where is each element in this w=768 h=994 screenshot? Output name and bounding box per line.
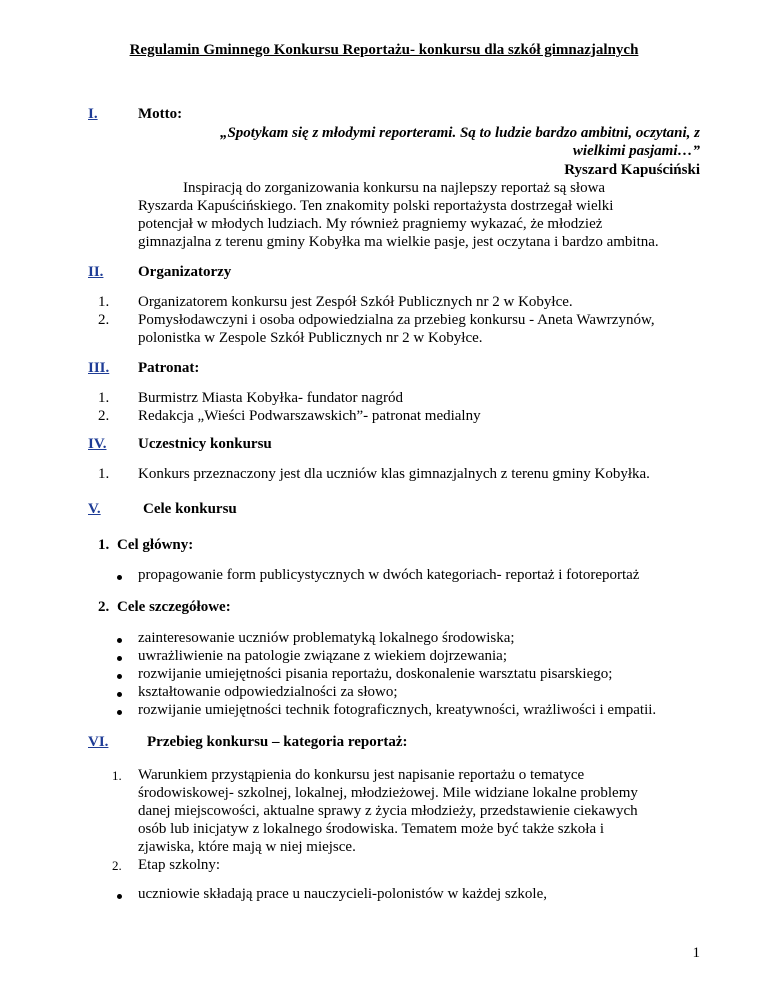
bullet-icon [117,638,122,643]
section-numeral-5: V. [88,501,101,517]
motto-quote-line: wielkimi pasjami…” [572,143,700,159]
list-item-text: zjawiska, które mają w niej miejsce. [138,839,356,855]
bullet-text: uczniowie składają prace u nauczycieli-polonistów w każdej szkole, [138,886,548,902]
motto-author: Ryszard Kapuściński [564,162,700,178]
subsection-title: Cel główny: [117,537,194,553]
list-number: 1. [98,390,110,406]
bullet-text: uwrażliwienie na patologie związane z wiekiem dojrzewania; [138,648,507,664]
subsection-number: 2. [98,599,110,615]
section-heading-2: Organizatorzy [138,264,232,280]
page-number: 1 [692,945,700,961]
section-numeral-2: II. [88,264,104,280]
list-item-text: danej miejscowości, aktualne sprawy z życia młodzieży, przedstawienie ciekawych [138,803,638,819]
list-item-text: Konkurs przeznaczony jest dla uczniów klas gimnazjalnych z terenu gminy Kobyłka. [138,466,650,482]
bullet-text: kształtowanie odpowiedzialności za słowo; [138,684,398,700]
list-number: 2. [98,408,110,424]
section-heading-1: Motto: [138,106,183,122]
list-number: 1. [98,294,110,310]
section-heading-4: Uczestnicy konkursu [138,436,272,452]
motto-quote-line: „Spotykam się z młodymi reporterami. Są to ludzie bardzo ambitni, oczytani, z [219,125,700,141]
section-numeral-1: I. [88,106,98,122]
subsection-number: 1. [98,537,110,553]
bullet-icon [117,656,122,661]
section-numeral-3: III. [88,360,110,376]
list-item-text: Etap szkolny: [138,857,221,873]
list-item-text: Warunkiem przystąpienia do konkursu jest napisanie reportażu o tematyce [138,767,585,783]
list-number: 1. [112,768,122,783]
bullet-icon [117,894,122,899]
list-number: 1. [98,466,110,482]
section-numeral-4: IV. [88,436,107,452]
section-numeral-6: VI. [88,734,109,750]
list-item-text: środowiskowej- szkolnej, lokalnej, młodzieżowej. Mile widziane lokalne problemy [138,785,638,801]
intro-paragraph-line: Ryszarda Kapuścińskiego. Ten znakomity polski reportażysta dostrzegał wielki [138,198,614,214]
list-item-text: osób lub inicjatyw z lokalnego środowiska. Tematem może być także szkoła i [138,821,605,837]
bullet-icon [117,674,122,679]
bullet-text: rozwijanie umiejętności technik fotograficznych, kreatywności, wrażliwości i empatii. [138,702,657,718]
bullet-text: propagowanie form publicystycznych w dwóch kategoriach- reportaż i fotoreportaż [138,567,640,583]
list-item-text: polonistka w Zespole Szkół Publicznych nr 2 w Kobyłce. [138,330,483,346]
bullet-icon [117,692,122,697]
list-item-text: Organizatorem konkursu jest Zespół Szkół Publicznych nr 2 w Kobyłce. [138,294,573,310]
list-item-text: Pomysłodawczyni i osoba odpowiedzialna za przebieg konkursu - Aneta Wawrzynów, [138,312,655,328]
section-heading-3: Patronat: [138,360,200,376]
document-title: Regulamin Gminnego Konkursu Reportażu- konkursu dla szkół gimnazjalnych [129,42,639,58]
list-number: 2. [112,858,122,873]
bullet-text: zainteresowanie uczniów problematyką lokalnego środowiska; [138,630,515,646]
list-number: 2. [98,312,110,328]
section-heading-5: Cele konkursu [143,501,237,517]
bullet-icon [117,575,122,580]
section-heading-6: Przebieg konkursu – kategoria reportaż: [147,734,408,750]
intro-paragraph-line: potencjał w młodych ludziach. My również pragniemy wykazać, że młodzież [138,216,603,232]
list-item-text: Redakcja „Wieści Podwarszawskich”- patronat medialny [138,408,481,424]
subsection-title: Cele szczegółowe: [117,599,231,615]
list-item-text: Burmistrz Miasta Kobyłka- fundator nagród [138,390,403,406]
bullet-text: rozwijanie umiejętności pisania reportażu, doskonalenie warsztatu pisarskiego; [138,666,613,682]
intro-paragraph-line: Inspiracją do zorganizowania konkursu na najlepszy reportaż są słowa [183,180,606,196]
intro-paragraph-line: gimnazjalna z terenu gminy Kobyłka ma wielkie pasje, jest oczytana i bardzo ambitna. [138,234,659,250]
bullet-icon [117,710,122,715]
